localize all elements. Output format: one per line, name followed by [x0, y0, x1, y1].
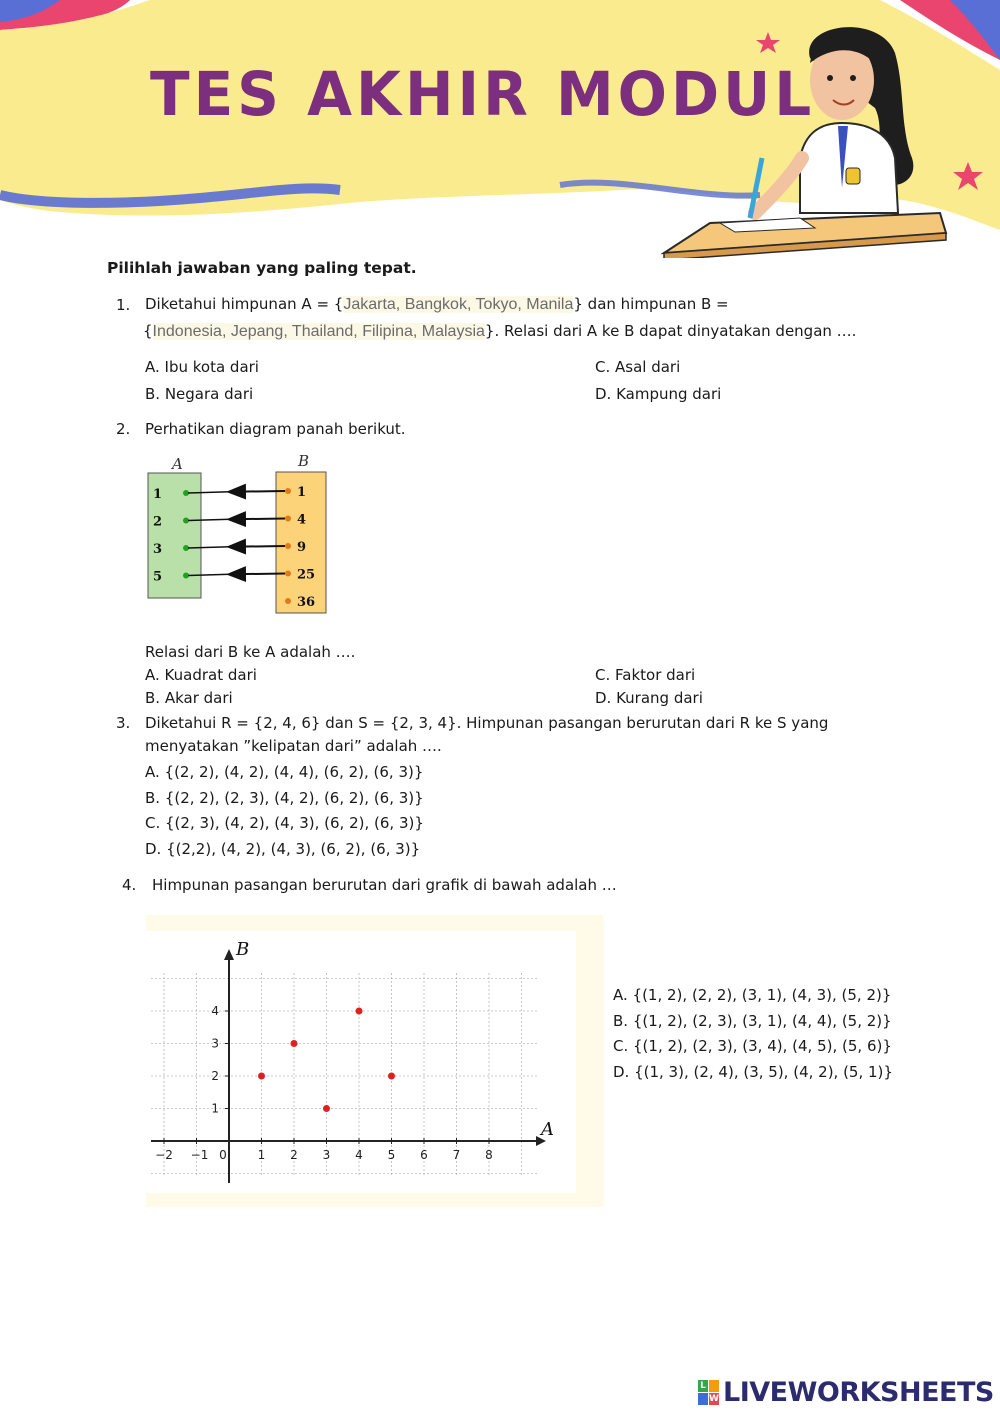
scatter-chart: [146, 915, 576, 1207]
set-a-element: 2: [153, 514, 163, 530]
set-b-element: 1: [297, 485, 307, 500]
x-tick-label: 7: [452, 1148, 461, 1162]
data-point: [291, 1040, 298, 1047]
q2-prompt: Relasi dari B ke A adalah ….: [145, 643, 356, 661]
y-axis-arrow-icon: [224, 949, 234, 960]
q3-option-b[interactable]: B. {(2, 2), (2, 3), (4, 2), (6, 2), (6, 3)}: [145, 789, 424, 807]
q4-option-d[interactable]: D. {(1, 3), (2, 4), (3, 5), (4, 2), (5, 1)}: [613, 1063, 893, 1081]
q2-text: Perhatikan diagram panah berikut.: [145, 420, 406, 438]
set-b-element: 25: [297, 567, 316, 583]
x-tick-label: 1: [257, 1148, 266, 1162]
q4-option-c[interactable]: C. {(1, 2), (2, 3), (3, 4), (4, 5), (5, 6)}: [613, 1037, 892, 1055]
set-a-element: 3: [153, 542, 163, 557]
q1-option-d[interactable]: D. Kampung dari: [595, 385, 722, 403]
set-a-element: 1: [153, 487, 163, 502]
q1-setA: Jakarta, Bangkok, Tokyo, Manila: [343, 296, 574, 313]
q1-option-c[interactable]: C. Asal dari: [595, 358, 681, 376]
q2-option-b[interactable]: B. Akar dari: [145, 689, 233, 707]
x-tick-label: 6: [420, 1148, 428, 1162]
liveworksheets-logo[interactable]: [698, 1377, 998, 1411]
q4-option-b[interactable]: B. {(1, 2), (2, 3), (3, 1), (4, 4), (5, 2)}: [613, 1012, 892, 1030]
arrow-diagram: [140, 450, 340, 620]
q4-option-a[interactable]: A. {(1, 2), (2, 2), (3, 1), (4, 3), (5, 2)}: [613, 986, 892, 1004]
q1-option-a[interactable]: A. Ibu kota dari: [145, 358, 259, 376]
relation-arrow: [230, 546, 285, 547]
brand-mark-icon: L W: [698, 1380, 720, 1406]
data-point: [323, 1105, 330, 1112]
set-a-label: A: [172, 455, 183, 473]
q4-text: Himpunan pasangan berurutan dari grafik di bawah adalah …: [152, 876, 617, 894]
x-tick-label: −2: [155, 1148, 173, 1162]
set-b-element: 36: [297, 595, 316, 610]
q2-option-d[interactable]: D. Kurang dari: [595, 689, 703, 707]
set-b-element: 4: [297, 512, 307, 528]
q3-line2: menyatakan ”kelipatan dari” adalah ….: [145, 737, 442, 755]
q3-option-d[interactable]: D. {(2,2), (4, 2), (4, 3), (6, 2), (6, 3)}: [145, 840, 421, 858]
q1-line1: Diketahui himpunan A = {Jakarta, Bangkok, Tokyo, Manila} dan himpunan B =: [145, 295, 729, 313]
y-tick-label: 1: [211, 1101, 219, 1116]
q3-number: 3.: [116, 714, 131, 732]
q1-setB: Indonesia, Jepang, Thailand, Filipina, Malaysia: [152, 323, 485, 340]
set-b-dot: [285, 598, 291, 604]
page-title: TES AKHIR MODUL: [150, 58, 816, 130]
set-a-element: 5: [153, 569, 163, 585]
data-point: [388, 1073, 395, 1080]
x-tick-label: 0: [219, 1148, 227, 1162]
q1-number: 1.: [116, 296, 131, 314]
q3-line1: Diketahui R = {2, 4, 6} dan S = {2, 3, 4}. Himpunan pasangan berurutan dari R ke S yang: [145, 714, 829, 732]
data-point: [356, 1008, 363, 1015]
q3-option-c[interactable]: C. {(2, 3), (4, 2), (4, 3), (6, 2), (6, 3)}: [145, 814, 424, 832]
x-tick-label: 3: [322, 1148, 331, 1162]
relation-arrow: [230, 574, 285, 575]
x-tick-label: 5: [387, 1148, 396, 1162]
set-b-dot: [285, 488, 291, 494]
set-b-label: B: [298, 452, 310, 470]
q1-option-b[interactable]: B. Negara dari: [145, 385, 254, 403]
q4-number: 4.: [122, 876, 137, 894]
set-b-dot: [285, 571, 291, 577]
x-tick-label: 2: [290, 1148, 298, 1162]
set-b-element: 9: [297, 540, 307, 555]
q3-option-a[interactable]: A. {(2, 2), (4, 2), (4, 4), (6, 2), (6, 3)}: [145, 763, 424, 781]
y-tick-label: 3: [211, 1036, 219, 1051]
q1-line2: {Indonesia, Jepang, Thailand, Filipina, Malaysia}. Relasi dari A ke B dapat dinyatakan dengan ….: [143, 322, 857, 340]
relation-arrow: [230, 519, 285, 520]
x-tick-label: 4: [355, 1148, 363, 1162]
data-point: [258, 1073, 265, 1080]
set-b-dot: [285, 543, 291, 549]
set-b-dot: [285, 516, 291, 522]
q2-number: 2.: [116, 420, 131, 438]
relation-arrow: [230, 491, 285, 492]
q2-option-c[interactable]: C. Faktor dari: [595, 666, 696, 684]
x-tick-label: −1: [190, 1148, 209, 1162]
y-tick-label: 4: [211, 1004, 219, 1018]
y-tick-label: 2: [211, 1069, 219, 1083]
x-axis-label: A: [541, 1119, 554, 1140]
y-axis-label: B: [236, 939, 250, 960]
x-tick-label: 8: [485, 1148, 493, 1162]
q2-option-a[interactable]: A. Kuadrat dari: [145, 666, 257, 684]
instruction: Pilihlah jawaban yang paling tepat.: [107, 259, 417, 277]
student-illustration: [650, 18, 950, 258]
brand-name: LIVEWORKSHEETS: [723, 1377, 994, 1408]
